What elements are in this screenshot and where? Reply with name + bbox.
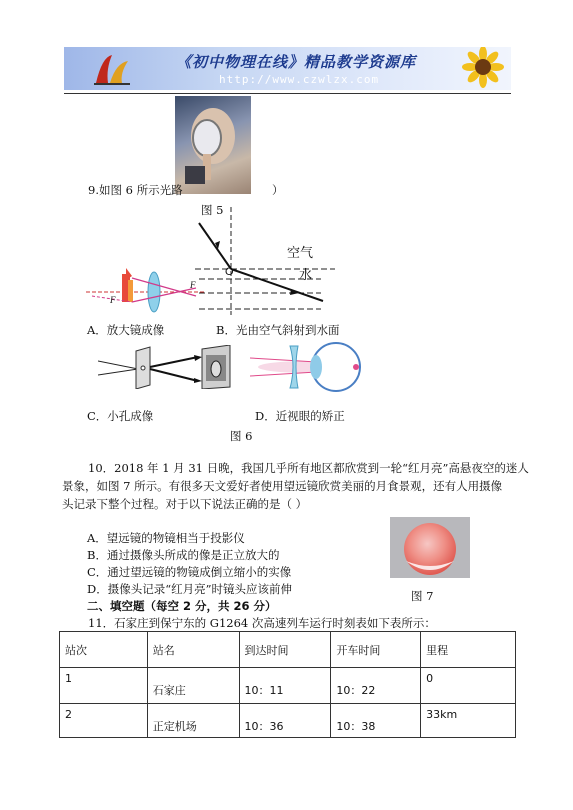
q10-line3: 头记录下整个过程。对于以下说法正确的是（ ）	[62, 497, 308, 511]
table-cell: 石家庄	[147, 668, 239, 704]
mirror-icon	[175, 96, 251, 194]
table-cell: 1	[60, 668, 148, 704]
q9-option-a: A．放大镜成像	[87, 323, 165, 337]
focus-f2-label: F	[190, 280, 196, 290]
myopia-diagram	[250, 340, 368, 394]
table-cell: 10：11	[239, 668, 331, 704]
logo-icon	[92, 51, 132, 87]
table-header-cell: 开车时间	[331, 632, 421, 668]
q9-stem-start: 9.如图 6 所示光路	[88, 183, 183, 197]
figure-5-caption: 图 5	[201, 203, 224, 217]
red-moon-icon	[390, 517, 470, 578]
q9-option-d: D．近视眼的矫正	[255, 409, 345, 423]
point-o-label: O	[225, 266, 234, 278]
table-cell: 0	[421, 668, 516, 704]
q10-line2: 景象，如图 7 所示。有很多天文爱好者使用望远镜欣赏美丽的月食景观，还有人用摄像	[62, 479, 503, 493]
sunflower-icon	[449, 47, 511, 90]
table-header-cell: 里程	[421, 632, 516, 668]
table-cell: 33km	[421, 704, 516, 738]
section-2-heading: 二、填空题（每空 2 分，共 26 分）	[87, 599, 277, 613]
table-header-cell: 站名	[147, 632, 239, 668]
air-label: 空气	[287, 246, 314, 261]
q9-option-b: B．光由空气斜射到水面	[216, 323, 340, 337]
table-cell: 10：36	[239, 704, 331, 738]
pinhole-diagram	[98, 345, 240, 389]
figure-7-caption: 图 7	[411, 589, 434, 603]
table-row	[60, 668, 516, 704]
q10-line1: 10．2018 年 1 月 31 日晚，我国几乎所有地区都欣赏到一轮“红月亮”高悬夜空的迷人	[88, 461, 529, 475]
figure-5-photo	[175, 96, 251, 194]
table-header-cell: 到达时间	[239, 632, 331, 668]
q9-option-c: C．小孔成像	[87, 409, 154, 423]
figure-7-photo	[390, 517, 470, 578]
water-label: 水	[299, 268, 313, 283]
table-cell: 10：38	[331, 704, 421, 738]
header-title: 《初中物理在线》精品教学资源库	[176, 53, 417, 71]
table-header-cell: 站次	[60, 632, 148, 668]
q10-option-c: C．通过望远镜的物镜成倒立缩小的实像	[87, 565, 292, 579]
figure-6-caption: 图 6	[230, 429, 253, 443]
table-row	[60, 704, 516, 738]
header-banner	[64, 47, 511, 90]
train-timetable	[59, 631, 516, 738]
table-header-row	[60, 632, 516, 668]
focus-f1-label: F	[110, 295, 116, 305]
q10-option-d: D．摄像头记录“红月亮”时镜头应该前伸	[87, 582, 292, 596]
q10-option-b: B．通过摄像头所成的像是正立放大的	[87, 548, 280, 562]
table-cell: 正定机场	[147, 704, 239, 738]
header-url: http://www.czwlzx.com	[219, 73, 380, 86]
header-rule	[64, 93, 511, 94]
q9-stem-end: ）	[272, 183, 284, 197]
q11-stem: 11．石家庄到保宁东的 G1264 次高速列车运行时刻表如下表所示：	[88, 616, 436, 630]
table-cell: 2	[60, 704, 148, 738]
table-cell: 10：22	[331, 668, 421, 704]
q10-option-a: A．望远镜的物镜相当于投影仪	[87, 531, 245, 545]
refraction-diagram	[195, 205, 335, 317]
magnifier-diagram	[86, 266, 206, 314]
